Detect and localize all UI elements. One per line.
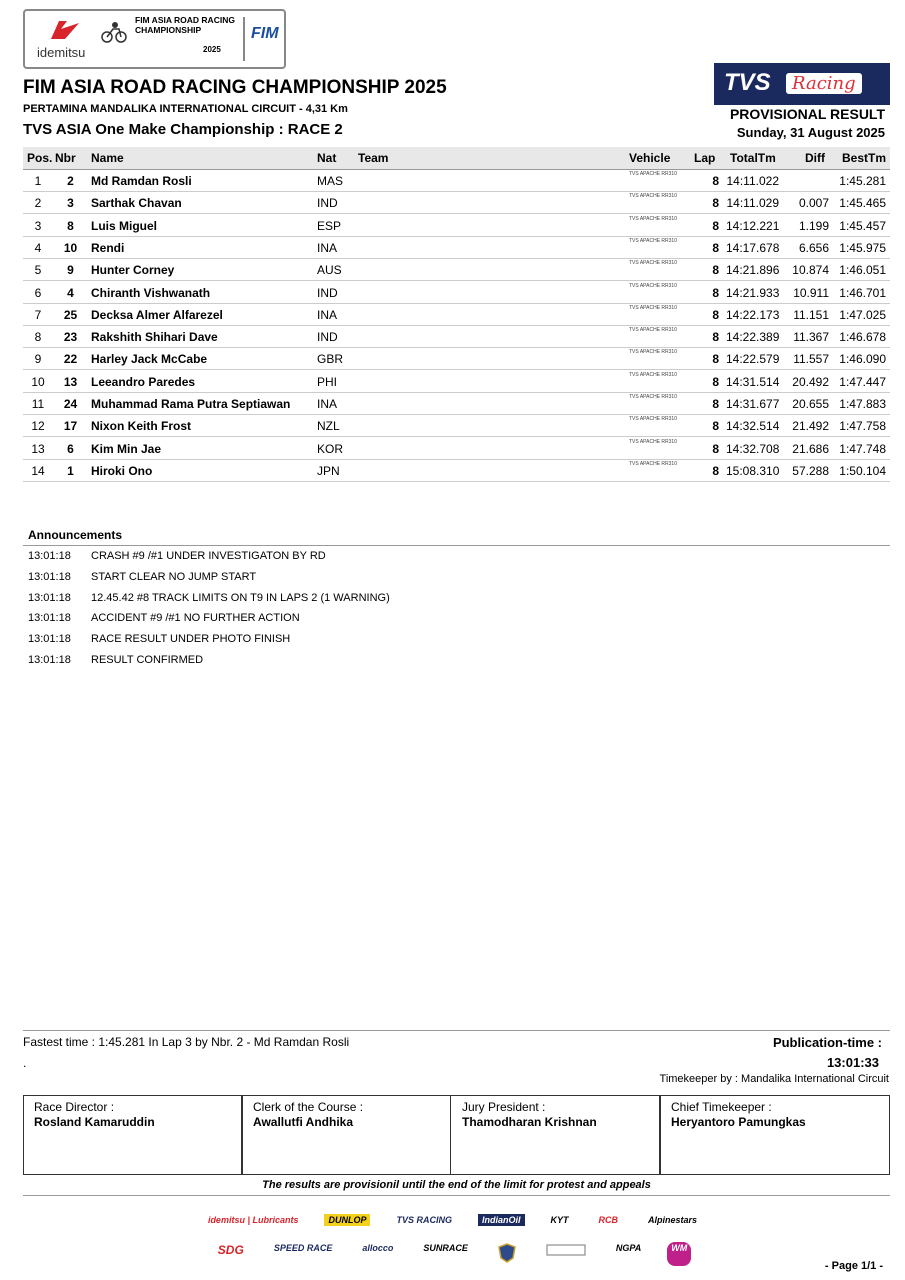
official-clerk-of-course <box>242 1096 451 1174</box>
cell-nat: KOR <box>317 441 344 456</box>
official-name: Awallutfi Andhika <box>253 1115 354 1129</box>
cell-vehicle: TVS APACHE RR310 <box>629 371 677 378</box>
sponsor-row-1 <box>0 1214 905 1226</box>
cell-total: 15:08.310 <box>726 463 780 478</box>
race-title: TVS ASIA One Make Championship : RACE 2 <box>23 121 343 138</box>
cell-lap: 8 <box>712 307 719 322</box>
cell-total: 14:32.708 <box>726 441 780 456</box>
table-row <box>23 325 890 348</box>
col-pos: Pos. <box>27 151 53 165</box>
cell-nbr: 25 <box>63 307 78 322</box>
cell-nat: INA <box>317 240 338 255</box>
cell-best: 1:46.701 <box>839 285 886 300</box>
announcement-text: 12.45.42 #8 TRACK LIMITS ON T9 IN LAPS 2 (1 WARNING) <box>91 591 390 604</box>
cell-nat: MAS <box>317 174 344 188</box>
cell-total: 14:21.933 <box>726 285 780 300</box>
cell-pos: 8 <box>34 330 42 345</box>
cell-best: 1:47.447 <box>839 374 886 389</box>
announcement-text: START CLEAR NO JUMP START <box>91 570 257 583</box>
idemitsu-logo-text: idemitsu <box>37 45 86 60</box>
publication-time-label: Publication-time : <box>772 1035 882 1050</box>
cell-pos: 12 <box>31 419 45 434</box>
sponsor-logo: idemitsu | Lubricants <box>207 1215 299 1225</box>
cell-diff: 21.492 <box>792 419 829 434</box>
cell-total: 14:12.221 <box>726 218 780 233</box>
cell-total: 14:11.029 <box>726 196 779 211</box>
cell-total: 14:31.677 <box>726 397 780 411</box>
cell-name: Kim Min Jae <box>91 441 162 456</box>
table-row <box>23 169 890 192</box>
table-row <box>23 347 890 370</box>
cell-total: 14:11.022 <box>726 174 779 188</box>
cell-nbr: 6 <box>67 441 74 456</box>
championship-logo-text: FIM ASIA ROAD RACING CHAMPIONSHIP <box>135 15 235 35</box>
cell-diff: 6.656 <box>798 240 829 255</box>
cell-name: Md Ramdan Rosli <box>91 174 192 188</box>
col-team: Team <box>358 151 389 165</box>
cell-nbr: 17 <box>63 419 78 434</box>
official-name: Thamodharan Krishnan <box>462 1115 597 1129</box>
cell-nbr: 4 <box>67 285 74 300</box>
announcement-text: RACE RESULT UNDER PHOTO FINISH <box>91 633 291 646</box>
cell-diff: 10.911 <box>793 285 829 300</box>
cell-nat: IND <box>317 285 338 300</box>
sponsor-logo: SPEED RACE <box>273 1243 333 1253</box>
cell-name: Rendi <box>91 240 125 255</box>
cell-best: 1:47.758 <box>839 419 886 434</box>
col-nat: Nat <box>317 151 337 165</box>
racing-logo-text: Racing <box>786 73 862 94</box>
fim-logo-text: FIM <box>251 25 279 42</box>
cell-best: 1:45.975 <box>839 240 886 255</box>
cell-best: 1:47.748 <box>839 441 886 456</box>
col-name: Name <box>91 151 124 165</box>
results-table-header <box>23 147 890 170</box>
cell-pos: 4 <box>34 240 42 255</box>
championship-logo-year: 2025 <box>203 45 221 54</box>
table-row <box>23 392 890 415</box>
table-row <box>23 437 890 460</box>
cell-nbr: 23 <box>63 330 78 345</box>
sponsor-badge-icon <box>542 1242 590 1266</box>
table-row <box>23 303 890 326</box>
announcements-divider <box>23 545 890 546</box>
sponsor-logo: TVS RACING <box>396 1215 452 1225</box>
table-row <box>23 459 890 482</box>
col-vehicle: Vehicle <box>629 151 671 165</box>
sponsor-logo: IndianOil <box>478 1214 525 1226</box>
cell-nat: IND <box>317 330 338 345</box>
cell-pos: 1 <box>34 174 42 188</box>
cell-lap: 8 <box>712 240 719 255</box>
cell-lap: 8 <box>712 174 719 188</box>
announcement-time: 13:01:18 <box>28 591 71 604</box>
cell-nat: INA <box>317 397 338 411</box>
cell-pos: 11 <box>31 397 45 411</box>
announcement-text: RESULT CONFIRMED <box>91 654 204 666</box>
cell-lap: 8 <box>712 397 719 411</box>
cell-best: 1:50.104 <box>839 463 886 478</box>
fastest-time: Fastest time : 1:45.281 In Lap 3 by Nbr. 2 - Md Ramdan Rosli <box>23 1035 350 1049</box>
cell-total: 14:32.514 <box>726 419 780 434</box>
cell-nbr: 13 <box>63 374 78 389</box>
cell-diff: 21.686 <box>792 441 829 456</box>
cell-best: 1:46.090 <box>839 352 886 367</box>
cell-nbr: 24 <box>63 397 78 411</box>
table-row <box>23 214 890 237</box>
cell-name: Chiranth Vishwanath <box>91 285 211 300</box>
publication-time: 13:01:33 <box>826 1055 879 1070</box>
cell-vehicle: TVS APACHE RR310 <box>629 349 677 356</box>
official-role: Clerk of the Course : <box>253 1100 364 1114</box>
sponsor-logo: SUNRACE <box>423 1243 468 1253</box>
cell-lap: 8 <box>712 196 719 211</box>
cell-name: Sarthak Chavan <box>91 196 182 211</box>
cell-total: 14:22.579 <box>726 352 780 367</box>
cell-total: 14:21.896 <box>726 263 780 278</box>
race-date: Sunday, 31 August 2025 <box>736 125 885 140</box>
sponsor-logo: DUNLOP <box>324 1214 370 1226</box>
cell-total: 14:22.173 <box>726 307 780 322</box>
announcement-text: CRASH #9 /#1 UNDER INVESTIGATON BY RD <box>91 550 326 562</box>
cell-pos: 2 <box>34 196 42 211</box>
cell-best: 1:47.025 <box>839 307 886 322</box>
cell-diff: 57.288 <box>792 463 829 478</box>
cell-lap: 8 <box>712 441 719 456</box>
cell-diff: 0.007 <box>798 196 829 211</box>
circuit-subtitle: PERTAMINA MANDALIKA INTERNATIONAL CIRCUIT - 4,31 Km <box>23 103 348 115</box>
cell-lap: 8 <box>712 463 719 478</box>
col-lap: Lap <box>694 151 716 165</box>
cell-name: Decksa Almer Alfarezel <box>91 307 223 322</box>
official-name: Heryantoro Pamungkas <box>671 1115 806 1129</box>
timekeeper-credit: Timekeeper by : Mandalika International Circuit <box>659 1073 889 1085</box>
cell-pos: 6 <box>34 285 42 300</box>
official-role: Chief Timekeeper : <box>671 1100 772 1114</box>
col-best: BestTm <box>842 151 887 165</box>
cell-pos: 5 <box>34 263 42 278</box>
col-total: TotalTm <box>730 151 776 165</box>
sponsor-logo: RCB <box>598 1215 619 1225</box>
cell-lap: 8 <box>712 218 719 233</box>
cell-lap: 8 <box>712 285 719 300</box>
official-name: Rosland Kamaruddin <box>34 1115 155 1129</box>
footer-divider-bottom <box>23 1195 890 1196</box>
sponsor-logo: Alpinestars <box>648 1215 698 1225</box>
cell-name: Leeandro Paredes <box>91 374 196 389</box>
cell-nat: ESP <box>317 218 342 233</box>
sponsor-logo: NGPA <box>615 1243 642 1253</box>
cell-pos: 10 <box>31 374 45 389</box>
cell-nbr: 22 <box>63 352 78 367</box>
page-number: - Page 1/1 - <box>824 1260 883 1272</box>
cell-vehicle: TVS APACHE RR310 <box>629 416 677 423</box>
cell-nbr: 1 <box>67 463 74 478</box>
table-row <box>23 258 890 281</box>
announcement-text: ACCIDENT #9 /#1 NO FURTHER ACTION <box>91 612 300 625</box>
motorcycle-rider-icon <box>101 21 127 43</box>
cell-diff: 11.151 <box>793 307 829 322</box>
cell-lap: 8 <box>712 374 719 389</box>
cell-total: 14:31.514 <box>726 374 780 389</box>
cell-lap: 8 <box>712 263 719 278</box>
cell-pos: 7 <box>34 307 42 322</box>
footer-dot: . <box>23 1056 27 1070</box>
footer-divider <box>23 1030 890 1031</box>
cell-nbr: 10 <box>63 240 78 255</box>
table-row <box>23 191 890 214</box>
officials-signature-box <box>23 1095 890 1175</box>
cell-nat: JPN <box>317 463 340 478</box>
cell-diff: 11.367 <box>793 330 829 345</box>
cell-best: 1:47.883 <box>839 397 886 411</box>
table-row <box>23 236 890 259</box>
cell-vehicle: TVS APACHE RR310 <box>629 260 677 267</box>
cell-lap: 8 <box>712 419 719 434</box>
cell-name: Nixon Keith Frost <box>91 419 192 434</box>
cell-pos: 9 <box>34 352 42 367</box>
cell-vehicle: TVS APACHE RR310 <box>629 304 677 311</box>
cell-best: 1:45.281 <box>839 174 886 188</box>
official-role: Race Director : <box>34 1100 115 1114</box>
cell-lap: 8 <box>712 352 719 367</box>
cell-vehicle: TVS APACHE RR310 <box>629 282 677 289</box>
cell-diff: 10.874 <box>792 263 829 278</box>
cell-lap: 8 <box>712 330 719 345</box>
cell-name: Harley Jack McCabe <box>91 352 208 367</box>
sponsor-logo: allocco <box>362 1243 394 1253</box>
cell-nbr: 8 <box>67 218 74 233</box>
cell-total: 14:22.389 <box>726 330 780 345</box>
page-title: FIM ASIA ROAD RACING CHAMPIONSHIP 2025 <box>23 77 447 98</box>
header-logo-box <box>23 9 286 69</box>
cell-nat: GBR <box>317 352 344 367</box>
cell-pos: 3 <box>34 218 42 233</box>
sponsor-logo: WM <box>667 1242 691 1266</box>
official-jury-president <box>452 1096 660 1174</box>
cell-nat: PHI <box>317 374 338 389</box>
official-chief-timekeeper <box>660 1096 889 1174</box>
cell-vehicle: TVS APACHE RR310 <box>629 237 677 244</box>
cell-diff: 20.655 <box>792 397 829 411</box>
official-role: Jury President : <box>462 1100 546 1114</box>
cell-nbr: 3 <box>67 196 74 211</box>
cell-nbr: 9 <box>67 263 74 278</box>
cell-nat: NZL <box>317 419 340 434</box>
cell-vehicle: TVS APACHE RR310 <box>629 438 677 445</box>
table-row <box>23 370 890 393</box>
announcement-time: 13:01:18 <box>28 612 71 625</box>
shield-emblem-icon <box>494 1242 520 1266</box>
sponsor-row-2 <box>0 1242 905 1266</box>
cell-name: Rakshith Shihari Dave <box>91 330 218 345</box>
tvs-logo-text: TVS <box>724 69 771 96</box>
cell-diff: 20.492 <box>792 374 829 389</box>
cell-vehicle: TVS APACHE RR310 <box>629 460 677 467</box>
cell-best: 1:45.465 <box>839 196 886 211</box>
cell-vehicle: TVS APACHE RR310 <box>629 394 677 400</box>
cell-name: Hiroki Ono <box>91 463 153 478</box>
official-race-director <box>24 1096 242 1174</box>
cell-diff: 11.557 <box>793 352 829 367</box>
cell-name: Luis Miguel <box>91 218 157 233</box>
cell-pos: 13 <box>31 441 45 456</box>
result-status: PROVISIONAL RESULT <box>729 106 885 122</box>
tvs-racing-logo <box>714 63 890 105</box>
cell-nat: AUS <box>317 263 342 278</box>
idemitsu-flame-icon <box>45 17 85 43</box>
cell-nat: INA <box>317 307 338 322</box>
sponsor-logo: SDG <box>217 1243 244 1257</box>
announcement-time: 13:01:18 <box>28 633 71 646</box>
col-nbr: Nbr <box>55 151 76 165</box>
announcement-time: 13:01:18 <box>28 550 71 562</box>
cell-total: 14:17.678 <box>726 240 780 255</box>
cell-vehicle: TVS APACHE RR310 <box>629 327 677 334</box>
announcements-title: Announcements <box>28 528 123 542</box>
cell-vehicle: TVS APACHE RR310 <box>629 215 677 222</box>
cell-best: 1:46.678 <box>839 330 886 345</box>
cell-nbr: 2 <box>67 174 74 188</box>
cell-vehicle: TVS APACHE RR310 <box>629 171 677 177</box>
announcement-time: 13:01:18 <box>28 570 71 583</box>
cell-best: 1:46.051 <box>839 263 886 278</box>
cell-pos: 14 <box>31 463 45 478</box>
announcement-time: 13:01:18 <box>28 654 71 666</box>
table-row <box>23 281 890 304</box>
cell-name: Hunter Corney <box>91 263 175 278</box>
cell-nat: IND <box>317 196 338 211</box>
table-row <box>23 414 890 437</box>
disclaimer: The results are provisionil until the end of the limit for protest and appeals <box>262 1179 651 1191</box>
cell-name: Muhammad Rama Putra Septiawan <box>91 397 291 411</box>
cell-diff: 1.199 <box>798 218 829 233</box>
sponsor-logo: KYT <box>550 1215 569 1225</box>
cell-best: 1:45.457 <box>839 218 886 233</box>
col-diff: Diff <box>805 151 825 165</box>
cell-vehicle: TVS APACHE RR310 <box>629 193 677 200</box>
